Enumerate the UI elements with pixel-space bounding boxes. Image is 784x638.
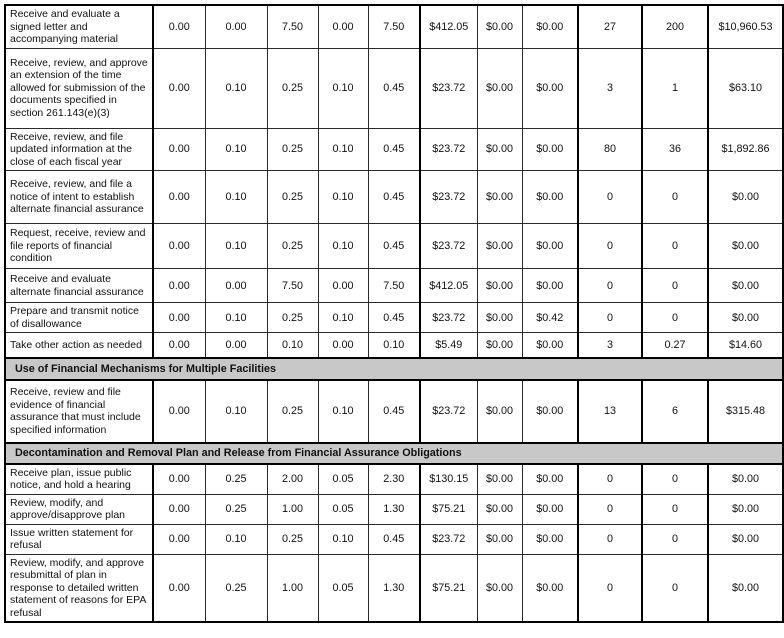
value-cell: $0.00	[477, 380, 522, 443]
activity-cell: Receive and evaluate alternate financial assurance	[5, 269, 153, 303]
value-cell: 0.10	[205, 48, 267, 128]
activity-cell: Take other action as needed	[5, 333, 153, 358]
value-cell: $0.00	[708, 224, 783, 269]
value-cell: 0.00	[318, 5, 368, 48]
value-cell: $0.00	[477, 269, 522, 303]
value-cell: 0	[642, 494, 708, 524]
value-cell: 0.00	[153, 171, 205, 224]
value-cell: 1	[642, 48, 708, 128]
value-cell: $412.05	[420, 5, 477, 48]
value-cell: $0.00	[708, 303, 783, 333]
value-cell: 0.10	[318, 224, 368, 269]
value-cell: 0.00	[153, 5, 205, 48]
value-cell: 0.25	[205, 494, 267, 524]
value-cell: 0.45	[368, 128, 420, 171]
value-cell: $0.00	[477, 5, 522, 48]
value-cell: $0.00	[522, 333, 578, 358]
value-cell: 7.50	[267, 5, 318, 48]
value-cell: $0.42	[522, 303, 578, 333]
value-cell: 0.00	[153, 224, 205, 269]
value-cell: 0.05	[318, 494, 368, 524]
value-cell: 0.45	[368, 524, 420, 554]
value-cell: 2.00	[267, 464, 318, 495]
value-cell: $0.00	[522, 5, 578, 48]
value-cell: 0.25	[267, 380, 318, 443]
value-cell: $75.21	[420, 554, 477, 622]
value-cell: $0.00	[708, 171, 783, 224]
activity-cell: Prepare and transmit notice of disallowance	[5, 303, 153, 333]
value-cell: 1.00	[267, 554, 318, 622]
section-header-row	[5, 443, 783, 464]
activity-cell: Review, modify, and approve/disapprove plan	[5, 494, 153, 524]
value-cell: $412.05	[420, 269, 477, 303]
value-cell: 0.10	[267, 333, 318, 358]
value-cell: 0	[642, 524, 708, 554]
activity-cell: Receive, review, and file a notice of intent to establish alternate financial assurance	[5, 171, 153, 224]
value-cell: $0.00	[522, 48, 578, 128]
value-cell: $14.60	[708, 333, 783, 358]
value-cell: 0.10	[318, 524, 368, 554]
value-cell: 7.50	[368, 269, 420, 303]
value-cell: $0.00	[522, 224, 578, 269]
value-cell: $0.00	[477, 48, 522, 128]
cost-table-body	[5, 5, 783, 622]
value-cell: $23.72	[420, 224, 477, 269]
value-cell: 0.10	[205, 303, 267, 333]
value-cell: $0.00	[708, 494, 783, 524]
value-cell: 0.05	[318, 554, 368, 622]
value-cell: 0.10	[318, 380, 368, 443]
value-cell: 0.25	[267, 303, 318, 333]
value-cell: 0.00	[153, 48, 205, 128]
value-cell: $63.10	[708, 48, 783, 128]
value-cell: 0.10	[368, 333, 420, 358]
value-cell: $75.21	[420, 494, 477, 524]
value-cell: 0.25	[205, 464, 267, 495]
table-row	[5, 171, 783, 224]
value-cell: 3	[578, 333, 642, 358]
value-cell: 0	[642, 224, 708, 269]
value-cell: $0.00	[522, 128, 578, 171]
value-cell: 0.00	[153, 269, 205, 303]
value-cell: 0.10	[318, 171, 368, 224]
table-row	[5, 524, 783, 554]
value-cell: 0.00	[318, 269, 368, 303]
value-cell: $0.00	[708, 464, 783, 495]
value-cell: $23.72	[420, 380, 477, 443]
value-cell: 0.25	[267, 524, 318, 554]
value-cell: 13	[578, 380, 642, 443]
value-cell: $1,892.86	[708, 128, 783, 171]
table-row	[5, 333, 783, 358]
value-cell: 0	[578, 269, 642, 303]
value-cell: 0	[578, 171, 642, 224]
table-row	[5, 269, 783, 303]
value-cell: 0.00	[205, 5, 267, 48]
value-cell: 0	[578, 224, 642, 269]
value-cell: $23.72	[420, 303, 477, 333]
value-cell: $0.00	[522, 524, 578, 554]
value-cell: 0.10	[205, 524, 267, 554]
value-cell: 6	[642, 380, 708, 443]
value-cell: $0.00	[477, 303, 522, 333]
value-cell: $0.00	[477, 464, 522, 495]
table-row	[5, 48, 783, 128]
value-cell: $0.00	[708, 269, 783, 303]
activity-cell: Receive and evaluate a signed letter and accompanying material	[5, 5, 153, 48]
value-cell: 0.10	[318, 128, 368, 171]
value-cell: 0.00	[153, 554, 205, 622]
table-row	[5, 128, 783, 171]
value-cell: $0.00	[477, 171, 522, 224]
value-cell: 0.10	[318, 48, 368, 128]
section-header-label: Use of Financial Mechanisms for Multiple Facilities	[5, 358, 783, 380]
section-header-label: Decontamination and Removal Plan and Release from Financial Assurance Obligations	[5, 443, 783, 464]
value-cell: 0.00	[153, 380, 205, 443]
value-cell: 0	[642, 554, 708, 622]
value-cell: 3	[578, 48, 642, 128]
value-cell: 0.00	[205, 333, 267, 358]
section-header-row	[5, 358, 783, 380]
value-cell: 0	[642, 269, 708, 303]
value-cell: $23.72	[420, 524, 477, 554]
value-cell: 0.25	[205, 554, 267, 622]
value-cell: 36	[642, 128, 708, 171]
activity-cell: Receive, review, and approve an extension of the time allowed for submission of the documents specified in section 261.143(e)(3)	[5, 48, 153, 128]
value-cell: 0.25	[267, 224, 318, 269]
value-cell: 7.50	[368, 5, 420, 48]
value-cell: $0.00	[477, 494, 522, 524]
value-cell: 0.25	[267, 48, 318, 128]
value-cell: 0.10	[205, 128, 267, 171]
value-cell: $23.72	[420, 171, 477, 224]
activity-cell: Review, modify, and approve resubmittal of plan in response to detailed written statement of reasons for EPA refusal	[5, 554, 153, 622]
value-cell: 0.00	[153, 494, 205, 524]
value-cell: 0.00	[153, 128, 205, 171]
value-cell: 0	[642, 303, 708, 333]
value-cell: 0.00	[318, 333, 368, 358]
value-cell: 0.45	[368, 48, 420, 128]
activity-cell: Receive, review and file evidence of financial assurance that must include specified information	[5, 380, 153, 443]
value-cell: 0	[578, 554, 642, 622]
value-cell: $0.00	[522, 380, 578, 443]
cost-burden-table	[4, 4, 784, 623]
value-cell: 1.00	[267, 494, 318, 524]
activity-cell: Issue written statement for refusal	[5, 524, 153, 554]
value-cell: $0.00	[477, 224, 522, 269]
value-cell: 0.25	[267, 171, 318, 224]
value-cell: $0.00	[522, 171, 578, 224]
value-cell: 0.45	[368, 380, 420, 443]
value-cell: $23.72	[420, 48, 477, 128]
value-cell: $0.00	[477, 554, 522, 622]
value-cell: 0.00	[153, 464, 205, 495]
activity-cell: Request, receive, review and file reports of financial condition	[5, 224, 153, 269]
value-cell: 0	[578, 524, 642, 554]
value-cell: $315.48	[708, 380, 783, 443]
value-cell: $0.00	[477, 333, 522, 358]
value-cell: 0	[578, 464, 642, 495]
value-cell: 2.30	[368, 464, 420, 495]
value-cell: 0.27	[642, 333, 708, 358]
value-cell: 0	[578, 303, 642, 333]
value-cell: 1.30	[368, 554, 420, 622]
value-cell: 0	[642, 464, 708, 495]
value-cell: $23.72	[420, 128, 477, 171]
value-cell: 0.10	[205, 224, 267, 269]
value-cell: 0.00	[153, 303, 205, 333]
value-cell: 0.45	[368, 224, 420, 269]
value-cell: 200	[642, 5, 708, 48]
value-cell: 0.45	[368, 303, 420, 333]
value-cell: $0.00	[477, 128, 522, 171]
value-cell: 0	[642, 171, 708, 224]
activity-cell: Receive, review, and file updated information at the close of each fiscal year	[5, 128, 153, 171]
value-cell: 1.30	[368, 494, 420, 524]
table-row	[5, 224, 783, 269]
value-cell: 0.05	[318, 464, 368, 495]
value-cell: 0.10	[205, 380, 267, 443]
value-cell: $0.00	[477, 524, 522, 554]
value-cell: $0.00	[522, 464, 578, 495]
value-cell: $0.00	[708, 524, 783, 554]
table-row	[5, 303, 783, 333]
value-cell: 0.25	[267, 128, 318, 171]
value-cell: 0	[578, 494, 642, 524]
value-cell: 0.00	[205, 269, 267, 303]
value-cell: $0.00	[522, 554, 578, 622]
value-cell: $130.15	[420, 464, 477, 495]
table-row	[5, 494, 783, 524]
table-row	[5, 380, 783, 443]
value-cell: $5.49	[420, 333, 477, 358]
value-cell: 80	[578, 128, 642, 171]
value-cell: $0.00	[522, 269, 578, 303]
value-cell: 7.50	[267, 269, 318, 303]
value-cell: 0.00	[153, 524, 205, 554]
table-row	[5, 5, 783, 48]
value-cell: $0.00	[522, 494, 578, 524]
table-row	[5, 464, 783, 495]
value-cell: 27	[578, 5, 642, 48]
value-cell: 0.10	[205, 171, 267, 224]
activity-cell: Receive plan, issue public notice, and hold a hearing	[5, 464, 153, 495]
value-cell: 0.00	[153, 333, 205, 358]
value-cell: $0.00	[708, 554, 783, 622]
value-cell: $10,960.53	[708, 5, 783, 48]
value-cell: 0.45	[368, 171, 420, 224]
table-row	[5, 554, 783, 622]
value-cell: 0.10	[318, 303, 368, 333]
